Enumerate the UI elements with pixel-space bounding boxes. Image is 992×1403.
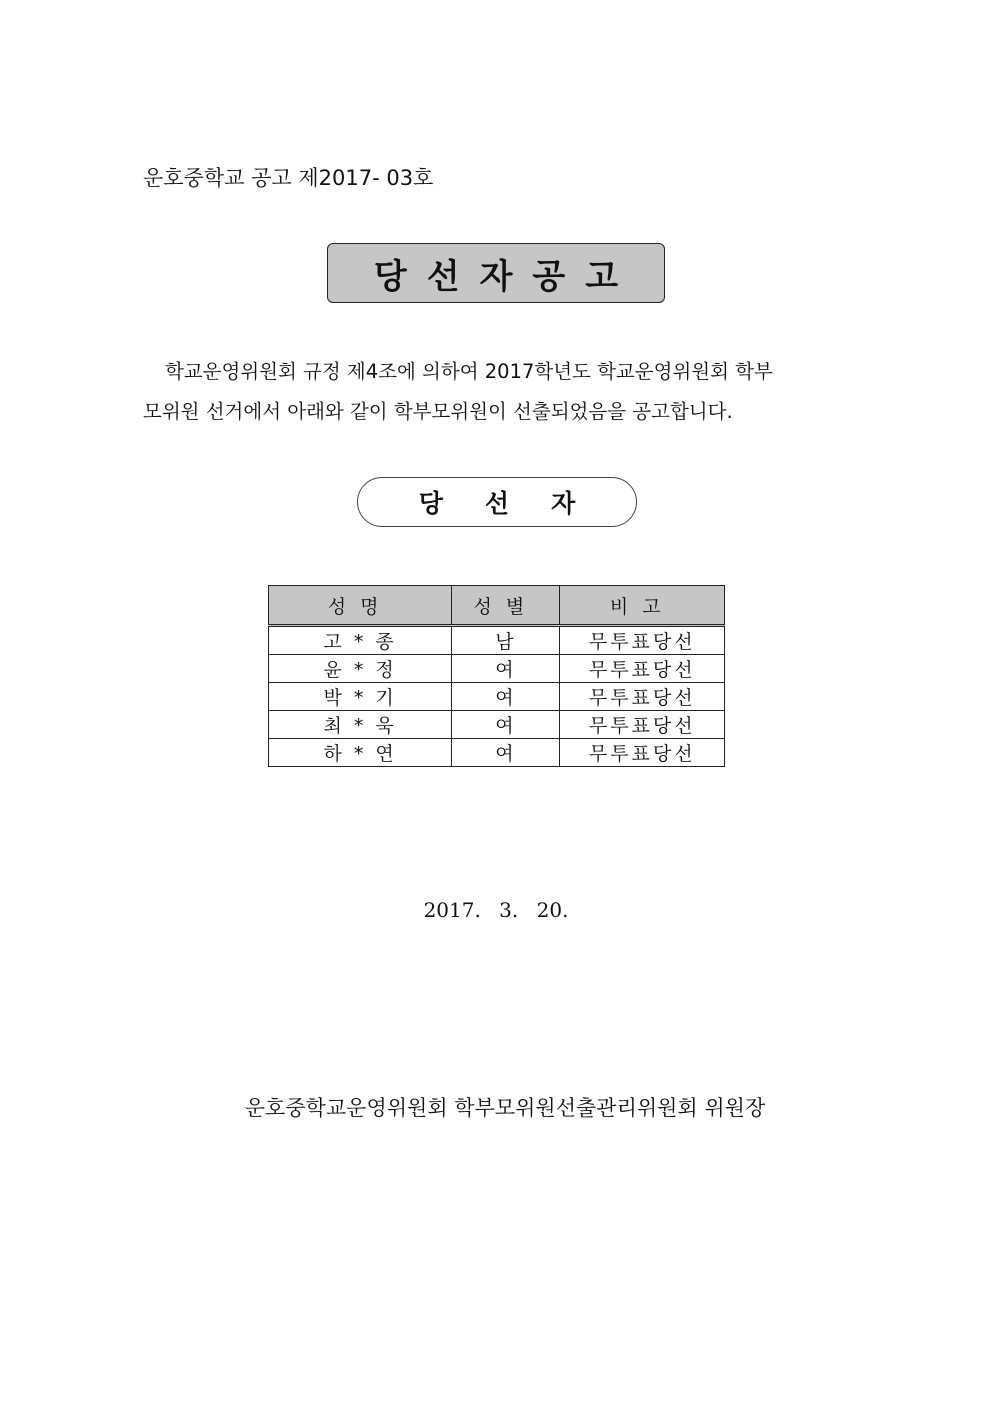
cell-gender: 여 xyxy=(452,711,560,739)
cell-gender: 남 xyxy=(452,626,560,655)
cell-name: 윤 * 정 xyxy=(269,655,452,683)
cell-name: 고 * 종 xyxy=(269,626,452,655)
announcement-body xyxy=(143,352,853,432)
body-line-2: 모위원 선거에서 아래와 같이 학부모위원이 선출되었음을 공고합니다. xyxy=(143,400,733,423)
cell-remarks: 무투표당선 xyxy=(560,655,725,683)
cell-gender: 여 xyxy=(452,739,560,767)
table-row xyxy=(269,655,725,683)
table-row xyxy=(269,739,725,767)
header-name: 성명 xyxy=(269,586,452,626)
subtitle-box xyxy=(357,477,637,527)
cell-name: 최 * 욱 xyxy=(269,711,452,739)
announcement-date: 2017. 3. 20. xyxy=(423,898,569,922)
page-title: 당선자공고 xyxy=(373,256,639,297)
body-line-1: 학교운영위원회 규정 제4조에 의하여 2017학년도 학교운영위원회 학부 xyxy=(165,360,773,383)
table-header-row xyxy=(269,586,725,626)
table-row xyxy=(269,683,725,711)
signature: 운호중학교운영위원회 학부모위원선출관리위원회 위원장 xyxy=(244,1096,766,1120)
subtitle: 당선자 xyxy=(418,489,618,518)
table-row xyxy=(269,711,725,739)
notice-number: 운호중학교 공고 제2017- 03호 xyxy=(143,166,434,190)
header-gender: 성별 xyxy=(452,586,560,626)
cell-remarks: 무투표당선 xyxy=(560,626,725,655)
cell-gender: 여 xyxy=(452,655,560,683)
title-box xyxy=(327,243,665,303)
table-row xyxy=(269,626,725,655)
header-remarks: 비고 xyxy=(560,586,725,626)
cell-name: 박 * 기 xyxy=(269,683,452,711)
cell-remarks: 무투표당선 xyxy=(560,683,725,711)
cell-name: 하 * 연 xyxy=(269,739,452,767)
cell-remarks: 무투표당선 xyxy=(560,739,725,767)
winners-table xyxy=(268,585,725,767)
cell-gender: 여 xyxy=(452,683,560,711)
cell-remarks: 무투표당선 xyxy=(560,711,725,739)
